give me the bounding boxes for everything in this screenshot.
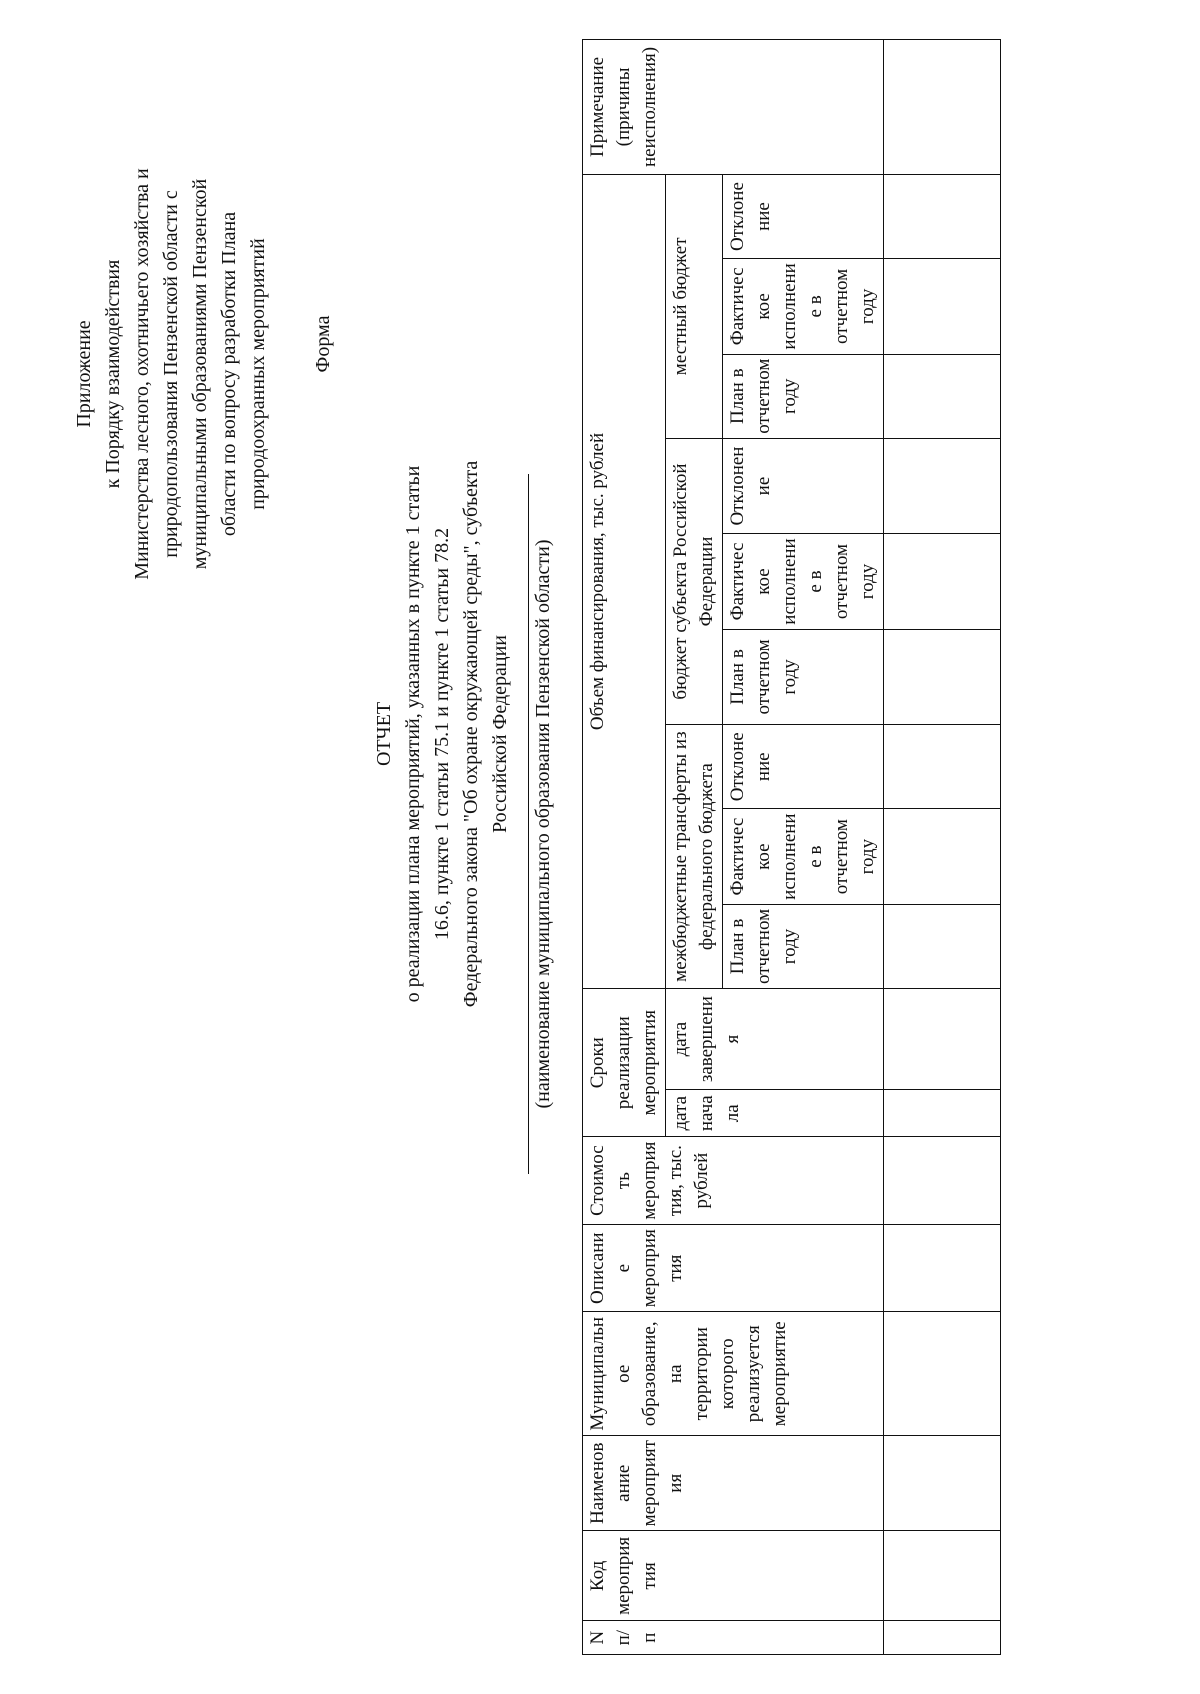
table-cell xyxy=(884,259,1001,354)
appendix-line: природопользования Пензенской области с xyxy=(160,190,182,558)
form-label: Форма xyxy=(312,315,334,373)
col-description: Описание мероприятия xyxy=(583,1224,884,1312)
col-federal-fact: Фактическое исполнение в отчетном году xyxy=(723,809,884,904)
col-term-start: дата начала xyxy=(666,1090,884,1137)
col-federal-plan: План в отчетном году xyxy=(723,904,884,988)
col-funding: Объем финансирования, тыс. рублей xyxy=(583,174,666,988)
table-cell xyxy=(884,1312,1001,1436)
table-cell xyxy=(884,1621,1001,1655)
col-regional-deviation: Отклонение xyxy=(723,438,884,533)
municipality-field xyxy=(528,474,555,1174)
table-cell xyxy=(884,1090,1001,1137)
col-number: N п/п xyxy=(583,1621,884,1655)
table-cell xyxy=(884,354,1001,438)
report-subtitle-line: 16.6, пункте 1 статьи 75.1 и пункте 1 статьи 78.2 xyxy=(431,527,453,941)
table-cell xyxy=(884,534,1001,629)
col-local-budget: местный бюджет xyxy=(666,174,723,438)
table-cell xyxy=(884,1436,1001,1531)
appendix-line: области по вопросу разработки Плана xyxy=(218,211,240,537)
col-cost: Стоимость мероприятия, тыс. рублей xyxy=(583,1137,884,1225)
table-cell xyxy=(884,40,1001,175)
appendix-line: к Порядку взаимодействия xyxy=(102,259,124,489)
table-cell xyxy=(884,174,1001,258)
table-cell xyxy=(884,1137,1001,1225)
table-cell xyxy=(884,989,1001,1090)
appendix-line: Приложение xyxy=(73,320,95,428)
col-federal-transfers: межбюджетные трансферты из федерального бюджета xyxy=(666,725,723,989)
appendix-line: природоохранных мероприятий xyxy=(247,238,269,510)
report-subtitle-line: о реализации плана мероприятий, указанных в пункте 1 статьи xyxy=(402,465,424,1003)
col-regional-budget: бюджет субъекта Российской Федерации xyxy=(666,438,723,724)
header-row xyxy=(583,40,666,1655)
table-cell xyxy=(884,809,1001,904)
col-local-plan: План в отчетном году xyxy=(723,354,884,438)
appendix-header xyxy=(70,54,273,694)
municipality-caption: (наименование муниципального образования Пензенской области) xyxy=(532,539,554,1109)
col-local-deviation: Отклонение xyxy=(723,174,884,258)
report-subtitle-line: Федерального закона "Об охране окружающей среды", субъекта xyxy=(460,460,482,1008)
report-table xyxy=(582,39,1001,1655)
appendix-line: муниципальными образованиями Пензенской xyxy=(189,178,211,570)
col-regional-plan: План в отчетном году xyxy=(723,629,884,724)
report-title: ОТЧЕТ xyxy=(373,701,395,767)
col-terms: Сроки реализации мероприятия xyxy=(583,989,666,1137)
table-cell xyxy=(884,904,1001,988)
table-cell xyxy=(884,629,1001,724)
col-regional-fact: Фактическое исполнение в отчетном году xyxy=(723,534,884,629)
col-term-end: дата завершения xyxy=(666,989,884,1090)
col-local-fact: Фактическое исполнение в отчетном году xyxy=(723,259,884,354)
col-note: Примечание (причины неисполнения) xyxy=(583,40,884,175)
table-cell xyxy=(884,725,1001,809)
report-subtitle-line: Российской Федерации xyxy=(489,634,511,834)
col-name: Наименование мероприятия xyxy=(583,1436,884,1531)
report-heading xyxy=(370,414,515,1054)
table-cell xyxy=(884,1224,1001,1312)
col-municipality: Муниципальное образование, на территории которого реализуется мероприятие xyxy=(583,1312,884,1436)
table-cell xyxy=(884,438,1001,533)
appendix-line: Министерства лесного, охотничьего хозяйства и xyxy=(131,168,153,580)
table-row xyxy=(884,40,1001,1655)
municipality-underline xyxy=(528,474,529,1174)
col-code: Код мероприятия xyxy=(583,1531,884,1621)
table-cell xyxy=(884,1531,1001,1621)
col-federal-deviation: Отклонение xyxy=(723,725,884,809)
